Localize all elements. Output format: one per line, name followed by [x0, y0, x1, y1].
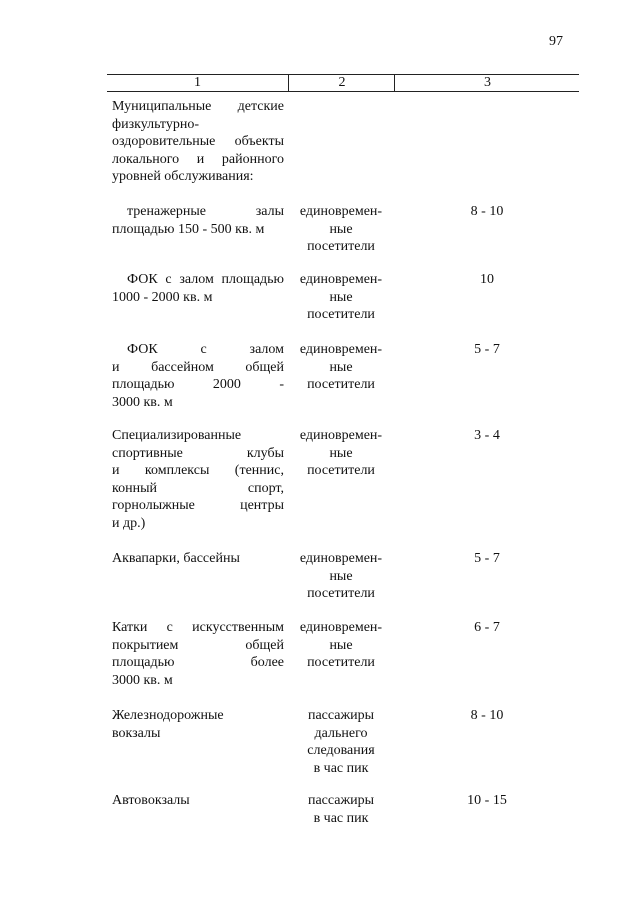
cell-text-line: 3000 кв. м: [112, 672, 173, 688]
cell-value: 6 - 7: [474, 620, 500, 635]
cell-text-line: оздоровительные объекты: [112, 134, 284, 149]
cell-text-line: Железнодорожные: [112, 708, 224, 723]
header-col-3: 3: [394, 75, 580, 91]
cell-text-line: посетители: [307, 463, 375, 478]
cell-text-line: Муниципальные детские: [112, 99, 284, 114]
cell-text-line: физкультурно-: [112, 116, 200, 132]
cell-text-line: Автовокзалы: [112, 793, 190, 808]
table-header: [107, 74, 579, 92]
cell-object-name: [112, 341, 284, 411]
cell-text-line: площадью 150 - 500 кв. м: [112, 221, 265, 237]
cell-object-name: [112, 550, 284, 568]
cell-value: 5 - 7: [474, 342, 500, 357]
cell-object-name: [112, 98, 284, 186]
cell-text-line: уровней обслуживания:: [112, 169, 254, 184]
cell-text-line: ные: [329, 568, 353, 584]
cell-text-line: 1000 - 2000 кв. м: [112, 289, 213, 305]
cell-text-line: ные: [329, 637, 353, 653]
cell-value: 5 - 7: [474, 551, 500, 566]
cell-text-line: единовремен-: [299, 272, 383, 287]
cell-value: 3 - 4: [474, 428, 500, 443]
cell-object-name: [112, 707, 284, 742]
cell-text-line: площадью 2000 -: [112, 377, 284, 392]
cell-text-line: вокзалы: [112, 725, 161, 741]
cell-text-line: и комплексы (теннис,: [112, 463, 284, 478]
cell-text-line: единовремен-: [299, 204, 383, 219]
header-col-2: 2: [288, 75, 395, 91]
cell-unit: [289, 707, 393, 777]
cell-object-name: [112, 203, 284, 238]
cell-text-line: посетители: [307, 377, 375, 392]
cell-unit: [289, 203, 393, 256]
cell-text-line: спортивные клубы: [112, 445, 284, 461]
cell-text-line: покрытием общей: [112, 637, 284, 653]
cell-text-line: площадью более: [112, 655, 284, 670]
cell-object-name: [112, 427, 284, 532]
cell-text-line: следования: [307, 743, 375, 758]
cell-value: 8 - 10: [470, 204, 504, 219]
cell-text-line: ные: [329, 289, 353, 305]
cell-text-line: 3000 кв. м: [112, 394, 173, 410]
cell-text-line: единовремен-: [299, 428, 383, 443]
cell-text-line: Специализированные: [112, 428, 242, 443]
page-number: 97: [549, 34, 563, 49]
cell-text-line: единовремен-: [299, 342, 383, 357]
cell-text-line: ные: [329, 445, 353, 461]
cell-text-line: посетители: [307, 586, 375, 601]
cell-text-line: в час пик: [313, 760, 369, 776]
cell-object-name: [112, 619, 284, 689]
cell-text-line: конный спорт,: [112, 480, 284, 496]
cell-text-line: посетители: [307, 307, 375, 322]
cell-unit: [289, 271, 393, 324]
cell-unit: [289, 550, 393, 603]
cell-unit: [289, 427, 393, 480]
cell-text-line: Аквапарки, бассейны: [112, 551, 240, 566]
cell-text-line: единовремен-: [299, 551, 383, 566]
cell-text-line: пассажиры: [307, 708, 375, 723]
cell-object-name: [112, 792, 284, 810]
cell-unit: [289, 341, 393, 394]
cell-value: 8 - 10: [470, 708, 504, 723]
cell-text-line: ные: [329, 359, 353, 375]
cell-unit: [289, 619, 393, 672]
cell-text-line: ные: [329, 221, 353, 237]
cell-text-line: ФОК с залом: [127, 342, 284, 357]
cell-text-line: горнолыжные центры: [112, 498, 284, 513]
header-col-1: 1: [194, 75, 201, 90]
cell-text-line: единовремен-: [299, 620, 383, 635]
cell-unit: [289, 792, 393, 827]
cell-text-line: пассажиры: [307, 793, 375, 808]
cell-object-name: [112, 271, 284, 306]
cell-text-line: Катки с искусственным: [112, 620, 284, 635]
cell-text-line: тренажерные залы: [127, 204, 284, 219]
cell-text-line: дальнего: [314, 725, 368, 741]
cell-text-line: посетители: [307, 655, 375, 670]
cell-text-line: посетители: [307, 239, 375, 254]
cell-text-line: в час пик: [313, 810, 369, 826]
cell-text-line: и бассейном общей: [112, 359, 284, 375]
cell-text-line: локального и районного: [112, 151, 284, 167]
cell-text-line: и др.): [112, 515, 146, 531]
cell-value: 10 - 15: [467, 793, 507, 808]
cell-text-line: ФОК с залом площадью: [127, 272, 284, 287]
cell-value: 10: [480, 272, 494, 287]
